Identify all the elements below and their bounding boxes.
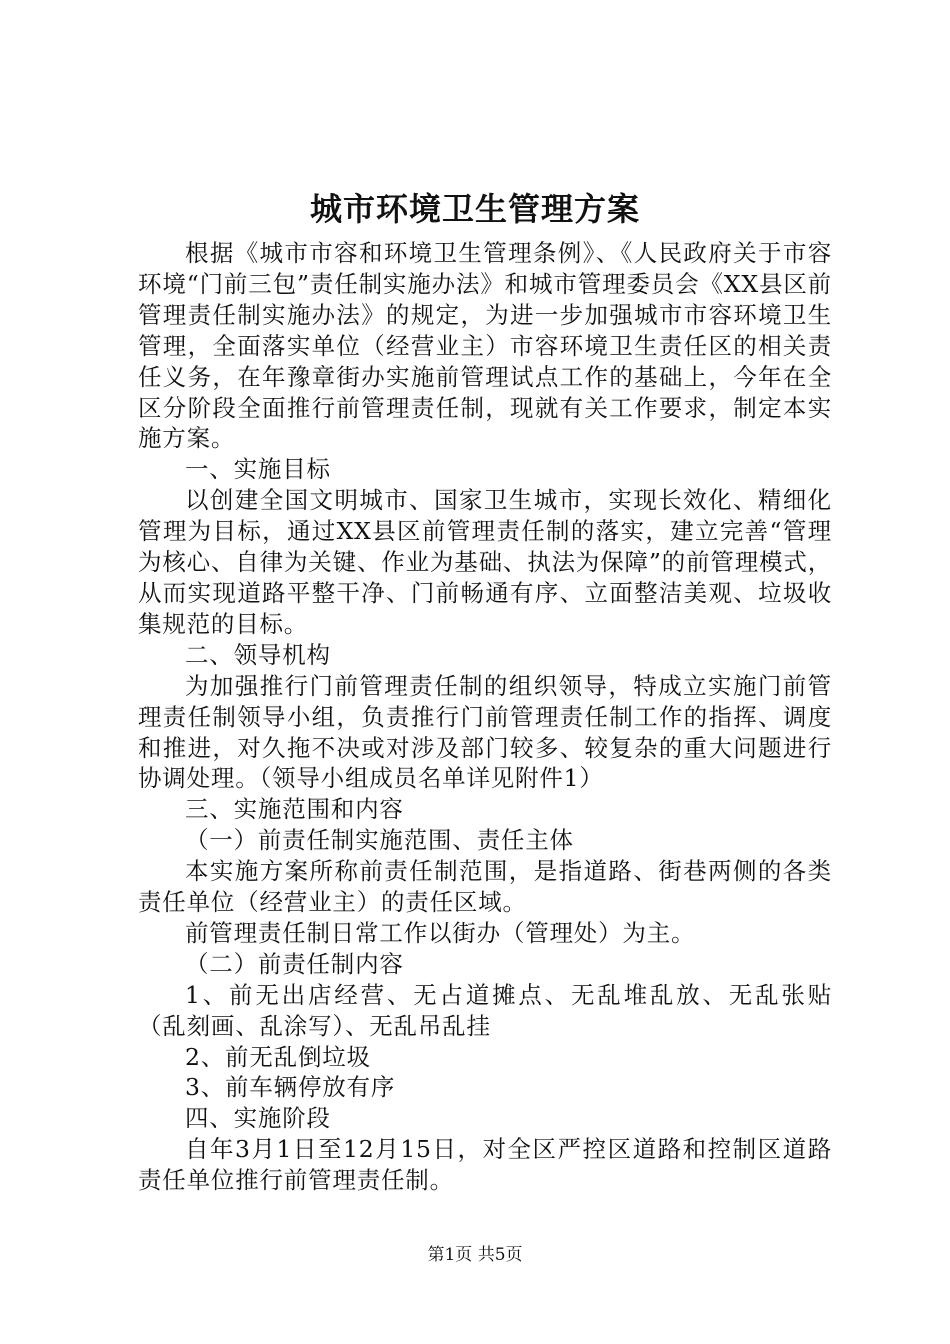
leadership-paragraph: 为加强推行门前管理责任制的组织领导，特成立实施门前管理责任制领导小组，负责推行门前管理责任制工作的指挥、调度和推进，对久拖不决或对涉及部门较多、较复杂的重大问题进行协调处理。（领导小组成员名单详见附件1）: [138, 671, 832, 793]
intro-paragraph: 根据《城市市容和环境卫生管理条例》、《人民政府关于市容环境“门前三包”责任制实施办法》和城市管理委员会《XX县区前管理责任制实施办法》的规定，为进一步加强城市市容环境卫生管理，全面落实单位（经营业主）市容环境卫生责任区的相关责任义务，在年豫章街办实施前管理试点工作的基础上，今年在全区分阶段全面推行前管理责任制，现就有关工作要求，制定本实施方案。: [138, 239, 832, 453]
page-footer: 第1页 共5页: [427, 1245, 523, 1265]
scope-paragraph: 本实施方案所称前责任制范围，是指道路、街巷两侧的各类责任单位（经营业主）的责任区域。: [138, 857, 832, 917]
document-title: 城市环境卫生管理方案: [309, 190, 640, 228]
content-item-3: 3、前车辆停放有序: [185, 1073, 396, 1102]
section-heading-leadership: 二、领导机构: [185, 640, 331, 669]
section-heading-phases: 四、实施阶段: [185, 1104, 331, 1133]
subsection-heading-scope-subject: （一）前责任制实施范围、责任主体: [185, 826, 574, 855]
content-item-1: 1、前无出店经营、无占道摊点、无乱堆乱放、无乱张贴（乱刻画、乱涂写）、无乱吊乱挂: [138, 980, 832, 1040]
objectives-paragraph: 以创建全国文明城市、国家卫生城市，实现长效化、精细化管理为目标，通过XX县区前管理责任制的落实，建立完善“管理为核心、自律为关键、作业为基础、执法为保障”的前管理模式，从而实现道路平整干净、门前畅通有序、立面整洁美观、垃圾收集规范的目标。: [138, 486, 832, 638]
daily-work-paragraph: 前管理责任制日常工作以街办（管理处）为主。: [185, 918, 696, 947]
content-item-2: 2、前无乱倒垃圾: [185, 1042, 371, 1071]
phases-paragraph: 自年3月1日至12月15日，对全区严控区道路和控制区道路责任单位推行前管理责任制。: [138, 1135, 832, 1195]
subsection-heading-content: （二）前责任制内容: [185, 949, 404, 978]
section-heading-objectives: 一、实施目标: [185, 455, 331, 484]
document-body: [138, 238, 832, 1196]
section-heading-scope: 三、实施范围和内容: [185, 795, 404, 824]
